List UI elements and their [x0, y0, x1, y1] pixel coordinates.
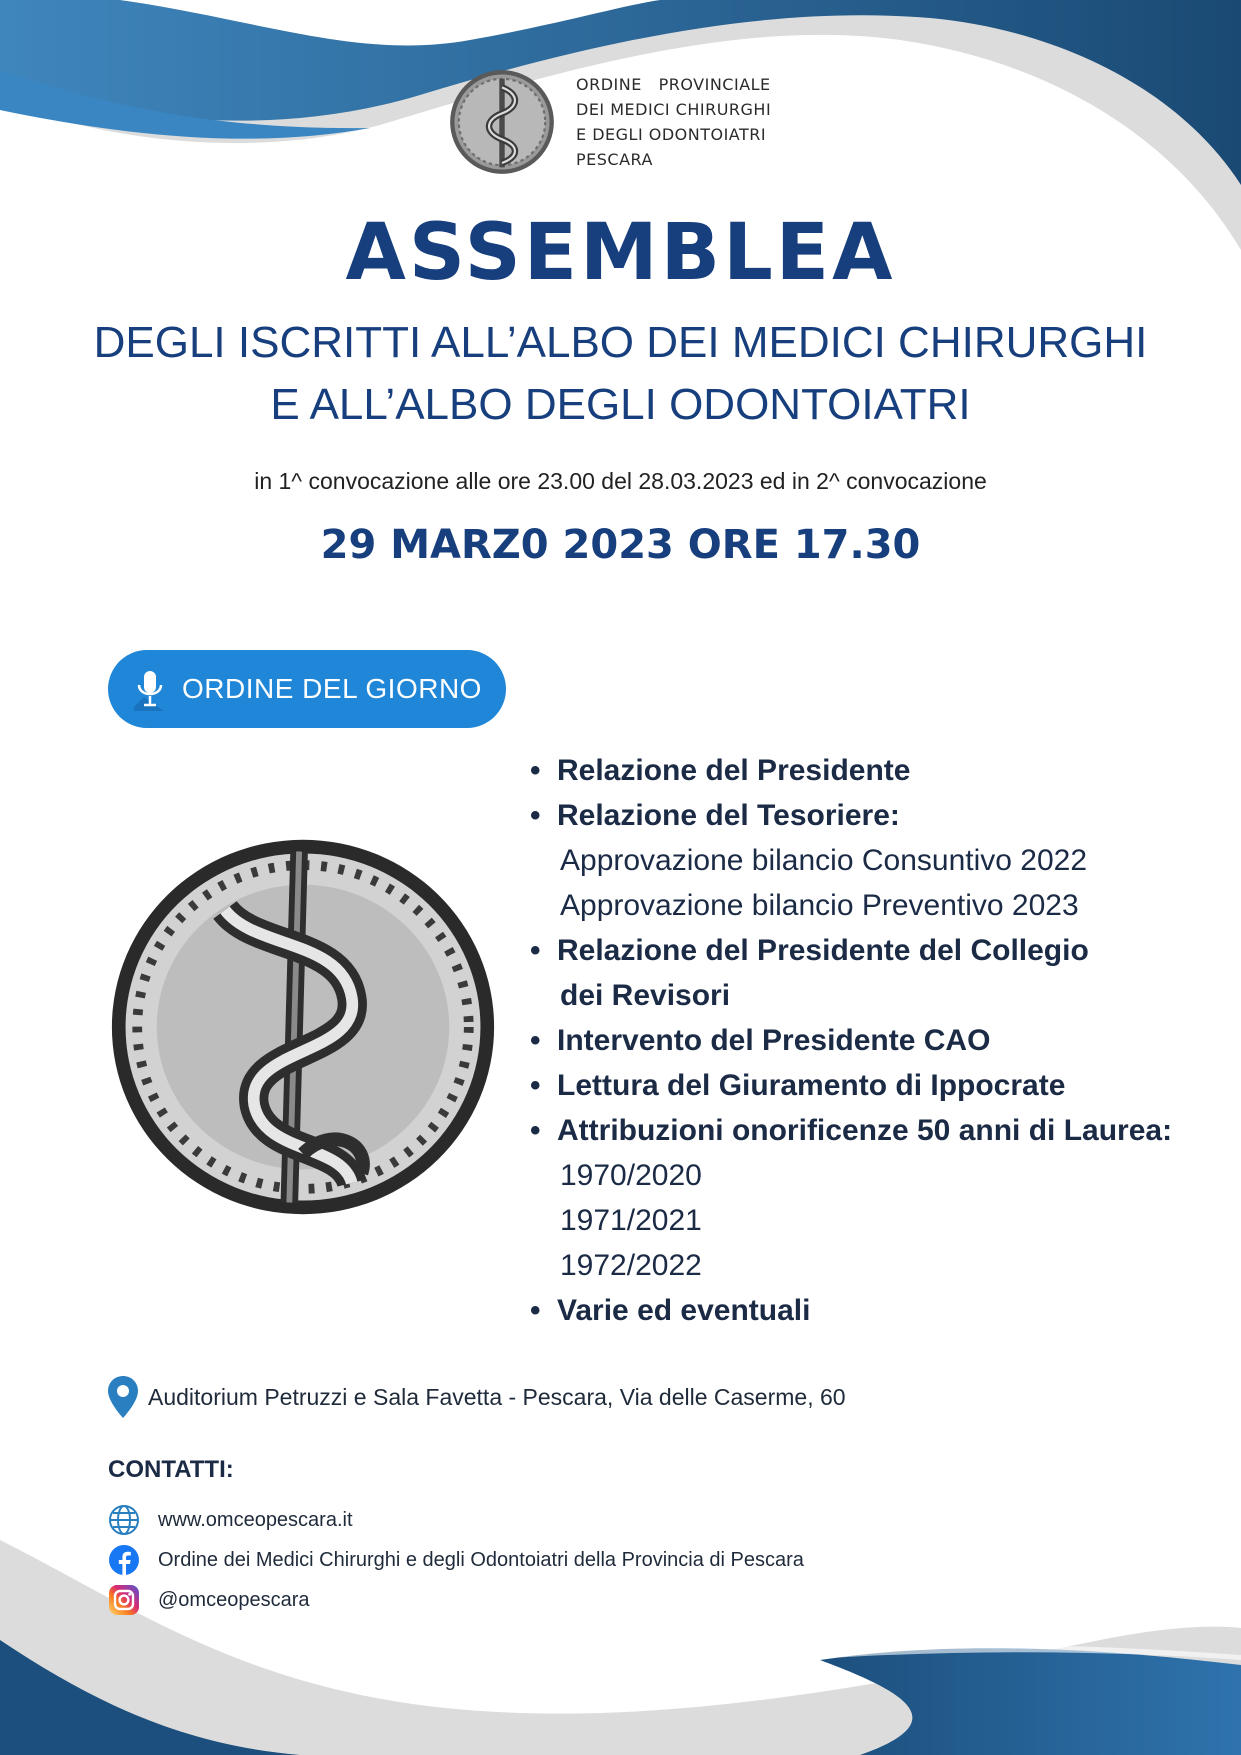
agenda-item-title: Attribuzioni onorificenze 50 anni di Laurea: — [557, 1114, 1173, 1147]
agenda-item-title: Varie ed eventuali — [557, 1294, 811, 1327]
location-text: Auditorium Petruzzi e Sala Favetta - Pescara, Via delle Caserme, 60 — [148, 1383, 846, 1410]
agenda-subitem: Approvazione bilancio Preventivo 2023 — [560, 889, 1079, 922]
instagram-icon — [108, 1584, 140, 1616]
agenda-item — [530, 793, 1210, 928]
page-subtitle — [0, 312, 1241, 436]
agenda-item — [530, 1108, 1210, 1288]
location-pin-icon — [108, 1376, 138, 1418]
contact-facebook[interactable] — [108, 1544, 804, 1576]
agenda-list — [530, 748, 1210, 1333]
agenda-item-title: Relazione del Presidente del Collegio — [557, 934, 1089, 967]
globe-icon — [108, 1504, 140, 1536]
org-line: ORDINE PROVINCIALE — [576, 75, 771, 94]
agenda-subitem: 1971/2021 — [560, 1204, 702, 1237]
facebook-link[interactable]: Ordine dei Medici Chirurghi e degli Odontoiatri della Provincia di Pescara — [158, 1548, 804, 1571]
agenda-subitem: Approvazione bilancio Consuntivo 2022 — [560, 844, 1088, 877]
agenda-label: ORDINE DEL GIORNO — [182, 673, 482, 704]
agenda-item — [530, 1063, 1210, 1108]
convocation-text: in 1^ convocazione alle ore 23.00 del 28.03.2023 ed in 2^ convocazione — [254, 468, 987, 494]
agenda-item-title: Relazione del Tesoriere: — [557, 799, 900, 832]
event-date: 29 MARZ0 2023 ORE 17.30 — [320, 522, 921, 568]
agenda-item — [530, 748, 1210, 793]
agenda-subitem: dei Revisori — [560, 979, 731, 1012]
org-name — [576, 72, 771, 172]
contact-instagram[interactable] — [108, 1584, 309, 1616]
event-location — [108, 1376, 846, 1418]
asclepius-coin-logo — [448, 68, 556, 176]
header — [448, 68, 771, 176]
agenda-item — [530, 1018, 1210, 1063]
facebook-icon — [108, 1544, 140, 1576]
subtitle-line: DEGLI ISCRITTI ALL’ALBO DEI MEDICI CHIRURGHI — [93, 318, 1148, 367]
agenda-label-pill — [108, 650, 506, 728]
org-line: E DEGLI ODONTOIATRI — [576, 125, 767, 144]
page-title: ASSEMBLEA — [345, 208, 896, 298]
contact-website[interactable] — [108, 1504, 353, 1536]
org-line: DEI MEDICI CHIRURGHI — [576, 100, 772, 119]
agenda-item-title: Relazione del Presidente — [557, 754, 911, 787]
subtitle-line: E ALL’ALBO DEGLI ODONTOIATRI — [270, 380, 971, 429]
asclepius-coin-image — [108, 832, 498, 1222]
contacts-title: CONTATTI: — [108, 1456, 234, 1483]
microphone-icon — [130, 667, 170, 711]
website-link[interactable]: www.omceopescara.it — [158, 1508, 353, 1531]
org-line: PESCARA — [576, 150, 653, 169]
agenda-subitem: 1972/2022 — [560, 1249, 702, 1282]
agenda-item-title: Lettura del Giuramento di Ippocrate — [557, 1069, 1066, 1102]
agenda-item — [530, 1288, 1210, 1333]
agenda-subitem: 1970/2020 — [560, 1159, 702, 1192]
agenda-item-title: Intervento del Presidente CAO — [557, 1024, 991, 1057]
instagram-link[interactable]: @omceopescara — [158, 1588, 310, 1611]
agenda-item — [530, 928, 1210, 1018]
